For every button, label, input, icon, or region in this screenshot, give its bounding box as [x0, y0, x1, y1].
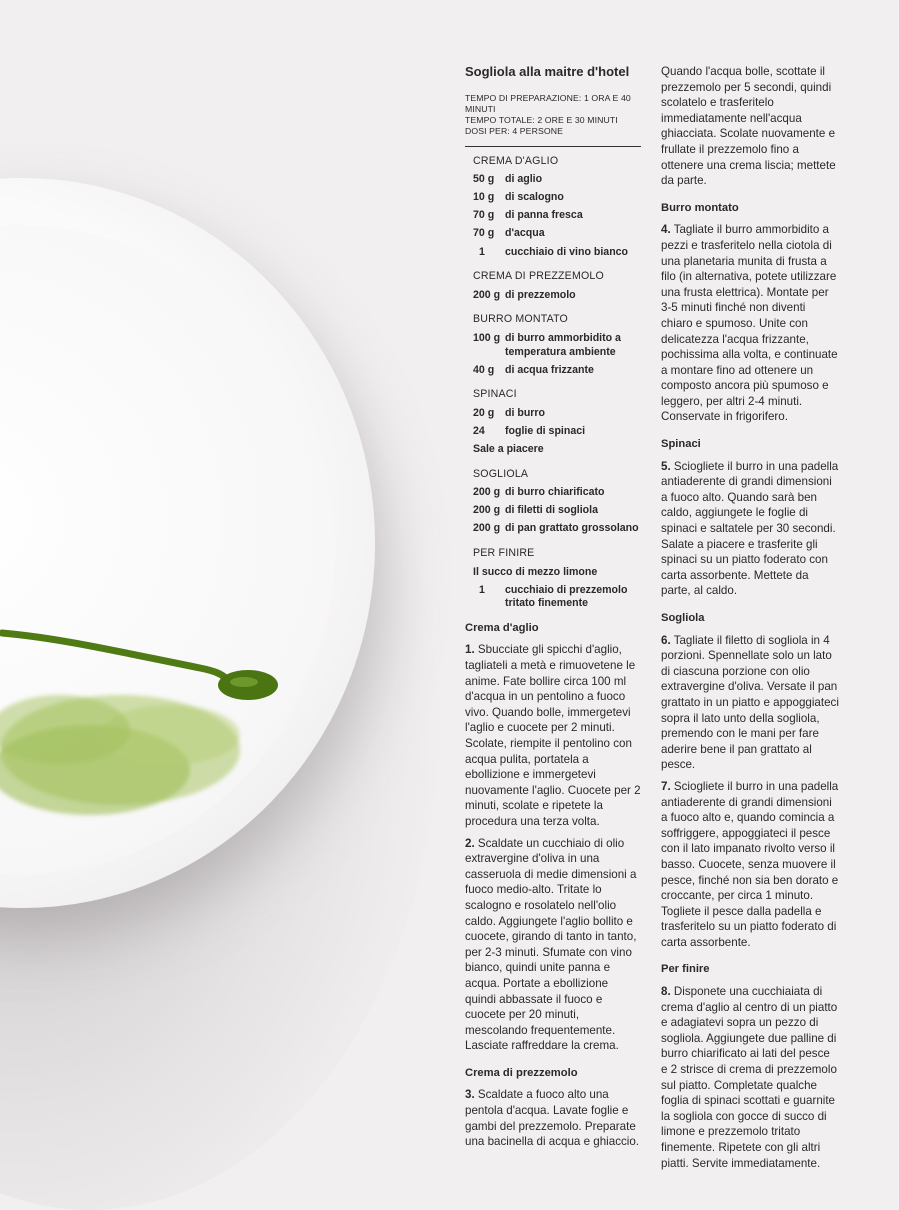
section-heading: Spinaci [661, 438, 701, 451]
recipe-left-column [465, 64, 641, 1156]
prep-time: TEMPO DI PREPARAZIONE: 1 ORA E 40 MINUTI [465, 92, 631, 114]
ingredient-item [473, 566, 641, 580]
ingredient-group [473, 312, 641, 377]
ingredient-text: cucchiaio di prezzemolo tritato finemente [505, 583, 628, 610]
ingredient-item [473, 364, 641, 378]
ingredient-text: di scalogno [505, 191, 564, 204]
ingredient-item [473, 407, 641, 421]
ingredient-qty: 100 g [473, 331, 501, 344]
ingredient-item [473, 486, 641, 500]
ingredient-item [473, 332, 641, 359]
ingredient-item [473, 443, 641, 457]
ingredient-text: di prezzemolo [505, 288, 576, 301]
method-step [661, 779, 839, 951]
ingredient-qty: 1 [479, 583, 485, 596]
ingredient-text: d'acqua [505, 227, 545, 240]
servings: DOSI PER: 4 PERSONE [465, 125, 563, 136]
ingredient-text: foglie di spinaci [505, 424, 586, 437]
ingredient-qty: 70 g [473, 227, 495, 240]
step-text: Scaldate a fuoco alto una pentola d'acqua. Lavate foglie e gambi del prezzemolo. Preparate una bacinella di acqua e ghiaccio. [465, 1088, 640, 1149]
ingredient-qty: 50 g [473, 173, 495, 186]
step-text: Scaldate un cucchiaio di olio extravergine d'oliva in una casseruola di medie dimensioni a fuoco medio-alto. Tritate lo scalogno e rosolatelo nell'olio caldo. Aggiungete l'aglio bollito e cuocete, girando di tanto in tanto, per 2-3 minuti. Sfumate con vino bianco, quindi unite panna e acqua. Portate a ebollizione quindi abbassate il fuoco e cuocete per 20 minuti, mescolando frequentemente. Lasciate raffreddare la crema. [465, 836, 637, 1053]
section-heading: Burro montato [661, 201, 739, 214]
parsley-dust [0, 695, 240, 815]
ingredient-text: di acqua frizzante [505, 363, 594, 376]
ingredient-group [473, 387, 641, 456]
ingredient-item [473, 504, 641, 518]
method-step [661, 633, 839, 773]
method-step [661, 222, 839, 425]
ingredient-item [473, 289, 641, 303]
ingredient-item [473, 209, 641, 223]
step-text: Sciogliete il burro in una padella antiaderente di grandi dimensioni a fuoco alto. Quando sarà ben caldo, aggiungete le foglie di spinaci e saltatele per 30 secondi. Salate a piacere e trasferite gli spinaci su un piatto foderato con carta assorbente. Mettete da parte, al caldo. [661, 459, 839, 598]
ingredient-text: di aglio [505, 173, 543, 186]
ingredient-qty: 200 g [473, 288, 501, 301]
section-heading: Crema d'aglio [465, 621, 539, 634]
step-number: 1. [465, 643, 475, 657]
method-step [465, 642, 641, 829]
ingredients-list [473, 154, 641, 611]
recipe-title: Sogliola alla maitre d'hotel [465, 64, 630, 79]
total-time: TEMPO TOTALE: 2 ORE E 30 MINUTI [465, 114, 618, 125]
ingredient-item [473, 246, 641, 260]
ingredient-item [473, 191, 641, 205]
ingredient-group [473, 154, 641, 260]
ingredient-text: Sale a piacere [473, 443, 544, 455]
ingredient-qty: 200 g [473, 522, 501, 535]
step-text: Tagliate il filetto di sogliola in 4 porzioni. Spennellate solo un lato di ciascuna porzione con olio extravergine d'oliva. Versate il pan grattato in un piatto e appoggiateci sopra il lato unto della sogliola, premendo con le mani per fare aderire bene il pan grattato al pesce. [661, 633, 839, 772]
step-text: Sciogliete il burro in una padella antiaderente di grandi dimensioni a fuoco alto e, quando comincia a soffriggere, appoggiateci il pesce con il lato impanato rivolto verso il basso. Cuocete, senza muovere il pesce, finché non sia ben dorato e croccante, per circa 1 minuto. Togliete il pesce dalla padella e trasferitelo su un piatto foderato di carta assorbente. [661, 779, 839, 949]
section-heading: Crema di prezzemolo [465, 1066, 578, 1079]
ingredient-item [473, 227, 641, 241]
method-continuation: Quando l'acqua bolle, scottate il prezzemolo per 5 secondi, quindi scolatelo e trasferitelo immediatamente nell'acqua ghiacciata. Scolate nuovamente e frullate il prezzemolo fino a ottenere una crema liscia; mettete da parte. [661, 65, 836, 188]
ingredient-text: di burro ammorbidito a temperatura ambiente [505, 331, 621, 358]
parsley-cream-stroke [2, 633, 278, 700]
ingredient-item [473, 522, 641, 536]
recipe-meta [465, 93, 641, 137]
step-text: Sbucciate gli spicchi d'aglio, tagliateli a metà e rimuovetene le anime. Fate bollire circa 100 ml d'acqua in un pentolino a fuoco vivo. Quando bolle, immergetevi l'aglio e cuocete per 2 minuti. Scolate, riempite il pentolino con acqua pulita, portatela a ebollizione e immergetevi nuovamente l'aglio. Cuocete per 2 minuti, scolate e ripetete la procedura una terza volta. [465, 643, 641, 828]
step-number: 3. [465, 1088, 475, 1102]
divider [465, 146, 641, 147]
ingredient-group [473, 269, 641, 302]
step-number: 4. [661, 223, 671, 237]
ingredient-qty: 20 g [473, 406, 495, 419]
ingredient-qty: 200 g [473, 504, 501, 517]
method-step [661, 984, 839, 1171]
step-number: 2. [465, 836, 475, 850]
parsley-garnish [0, 600, 300, 860]
ingredient-group [473, 546, 641, 611]
ingredient-qty: 200 g [473, 486, 501, 499]
ingredient-qty: 10 g [473, 191, 495, 204]
step-number: 7. [661, 779, 671, 793]
ingredient-group-heading: PER FINIRE [473, 546, 535, 559]
ingredient-text: di burro chiarificato [505, 486, 605, 499]
ingredient-text: di burro [505, 406, 546, 419]
ingredient-text: cucchiaio di vino bianco [505, 245, 629, 258]
ingredient-item [473, 584, 641, 611]
ingredient-group-heading: SOGLIOLA [473, 467, 529, 480]
ingredient-qty: 24 [473, 424, 485, 437]
ingredient-group-heading: SPINACI [473, 388, 517, 401]
section-heading: Sogliola [661, 612, 705, 624]
ingredient-qty: 40 g [473, 363, 495, 376]
ingredient-group-heading: CREMA D'AGLIO [473, 154, 559, 167]
ingredient-qty: 70 g [473, 209, 495, 222]
ingredient-group-heading: CREMA DI PREZZEMOLO [473, 270, 604, 283]
step-number: 8. [661, 985, 671, 999]
step-text: Tagliate il burro ammorbidito a pezzi e trasferitelo nella ciotola di una planetaria munita di frusta a filo (in alternativa, potete utilizzare una frusta elettrica). Montate per 3-5 minuti finché non diventi chiaro e spumoso. Unite con delicatezza l'acqua frizzante, pochissima alla volta, e continuate a montare fino ad ottenere un composto ancora più spumoso e leggero, per altri 2-4 minuti. Conservate in frigorifero. [661, 223, 838, 424]
method-step [661, 459, 839, 599]
method-step [465, 836, 641, 1054]
step-number: 5. [661, 459, 671, 473]
ingredient-item [473, 425, 641, 439]
ingredient-text: di filetti di sogliola [505, 504, 598, 517]
ingredient-group-heading: BURRO MONTATO [473, 313, 568, 326]
ingredient-item [473, 173, 641, 187]
ingredient-qty: 1 [479, 245, 485, 258]
step-number: 6. [661, 633, 671, 647]
step-text: Disponete una cucchiaiata di crema d'aglio al centro di un piatto e adagiatevi sopra un pezzo di sogliola. Aggiungete due palline di burro chiarificato ai lati del pesce e 2 strisce di crema di prezzemolo sul piatto. Completate qualche foglia di spinaci scottati e guarnite la sogliola con gocce di succo di limone e prezzemolo tritato finemente. Ripetete con gli altri piatti. Servite immediatamente. [661, 985, 838, 1170]
recipe-right-column [661, 64, 839, 1177]
ingredient-text: di panna fresca [505, 209, 583, 222]
ingredient-text: di pan grattato grossolano [505, 522, 639, 535]
method-step [465, 1087, 641, 1149]
ingredient-group [473, 467, 641, 536]
section-heading: Per finire [661, 963, 710, 976]
ingredient-text: Il succo di mezzo limone [473, 565, 598, 578]
